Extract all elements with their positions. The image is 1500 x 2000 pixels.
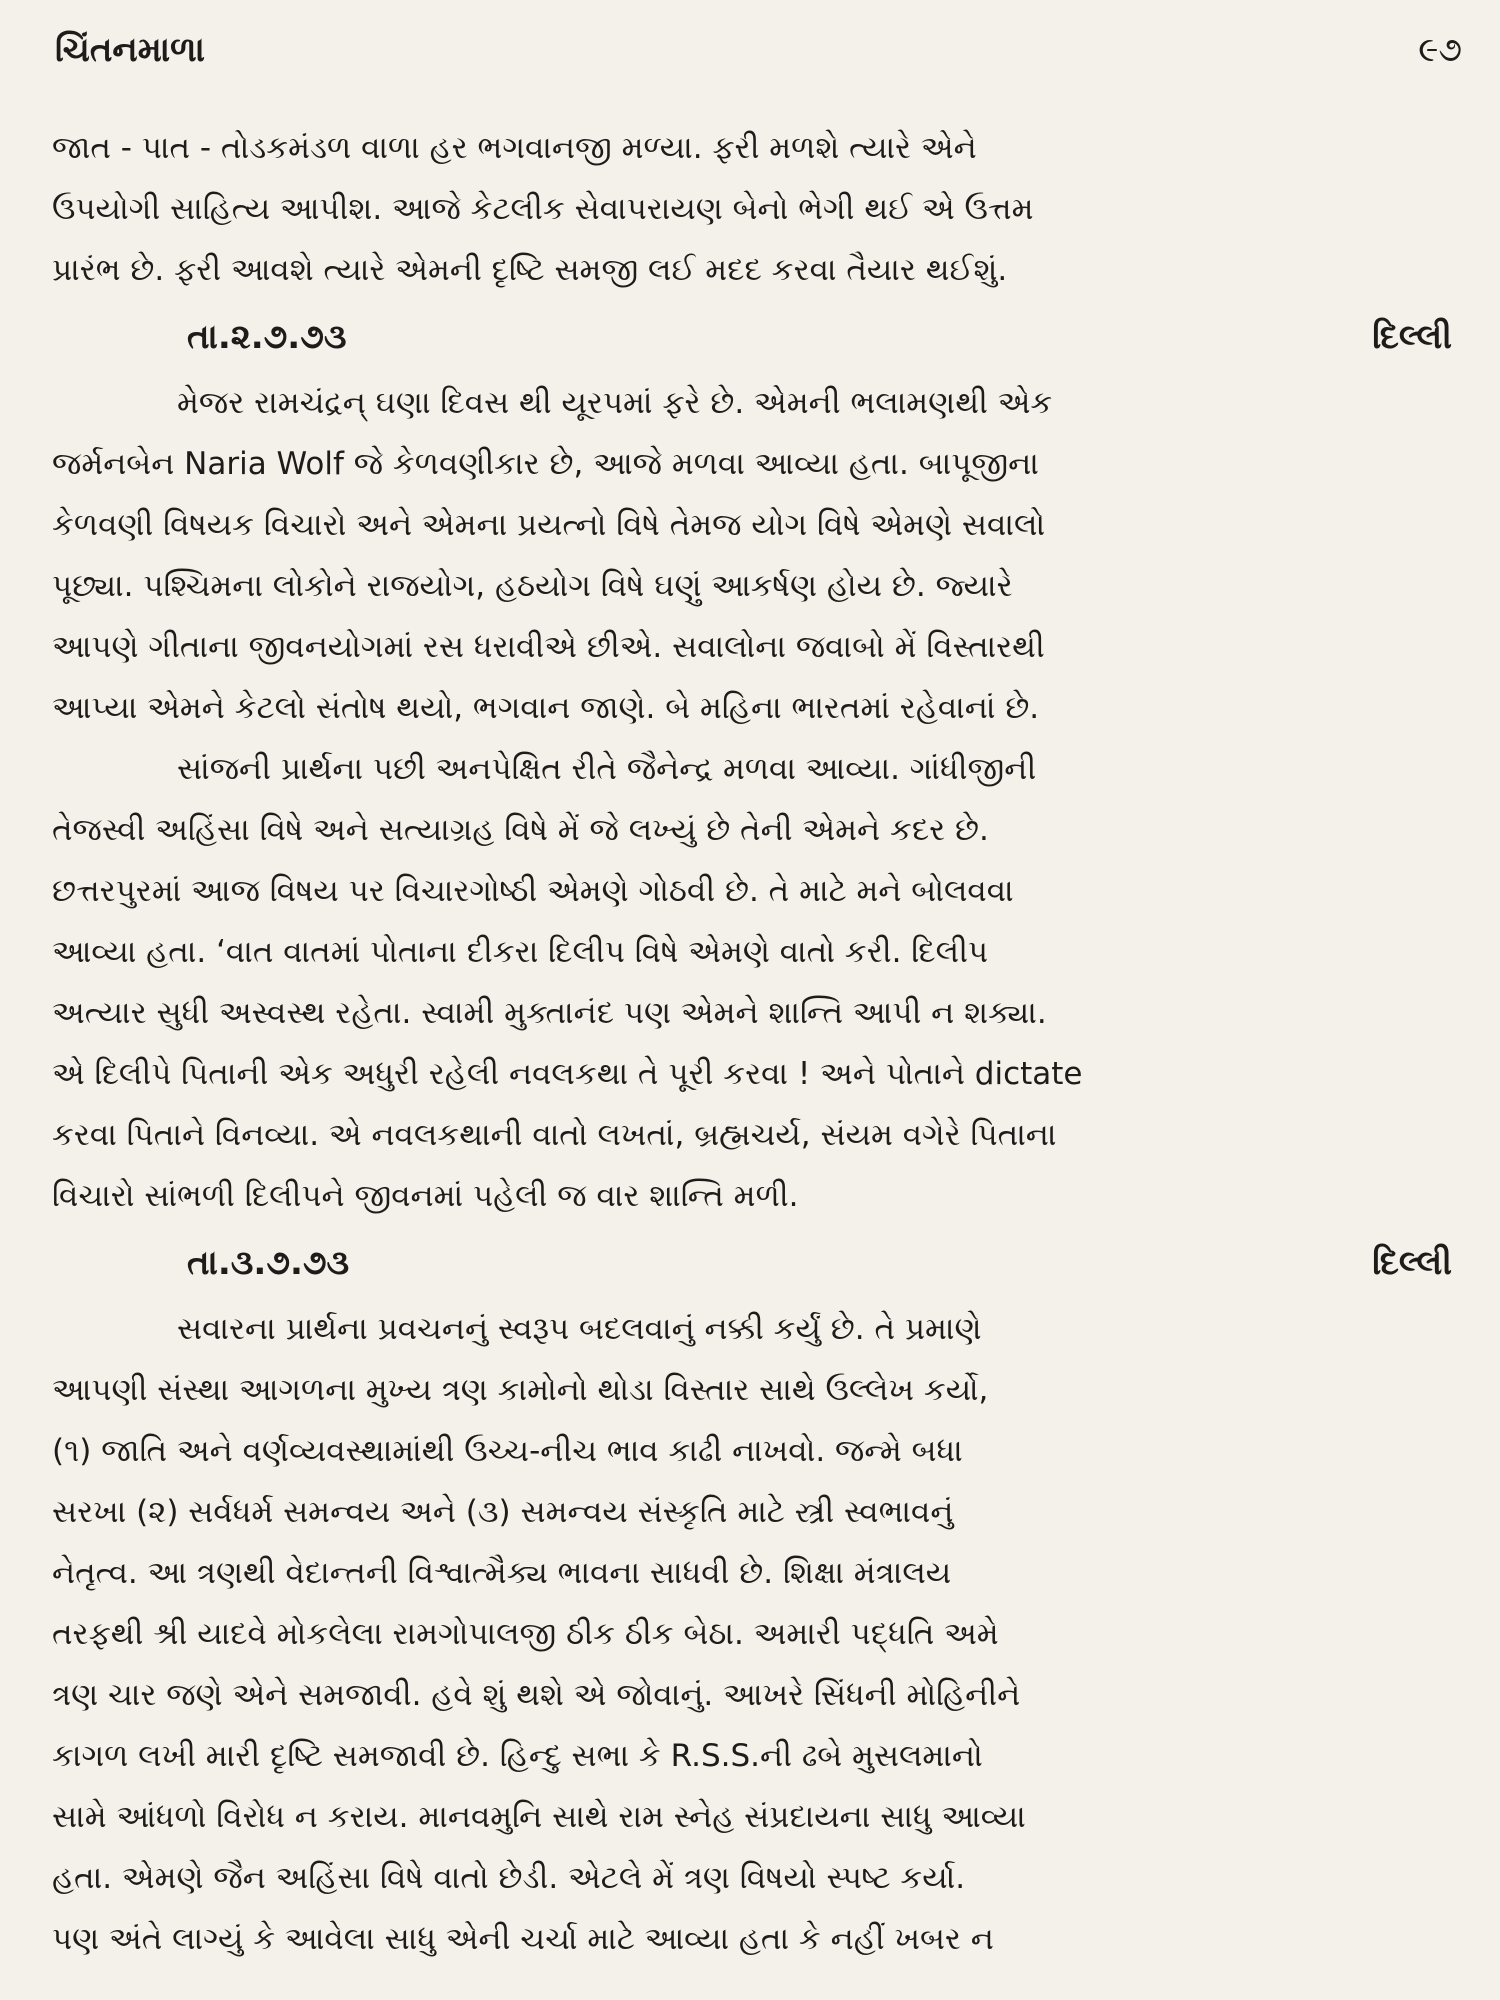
text-line: નેતૃત્વ. આ ત્રણથી વેદાન્તની વિશ્વાત્મૈક્ય ભાવના સાધવી છે. શિક્ષા મંત્રાલય [52, 1555, 952, 1591]
entry-paragraph [52, 1299, 1460, 1970]
text-line: પ્રારંભ છે. ફરી આવશે ત્યારે એમની દૃષ્ટિ સમજી લઈ મદદ કરવા તૈયાર થઈશું. [52, 252, 1008, 288]
page-body [52, 118, 1460, 1970]
text-line: આવ્યા હતા. ‘વાત વાતમાં પોતાના દીકરા દિલીપ વિષે એમણે વાતો કરી. દિલીપ [52, 934, 989, 970]
entry-paragraph [52, 739, 1460, 1227]
entry-paragraph [52, 373, 1460, 739]
text-line: ત્રણ ચાર જણે એને સમજાવી. હવે શું થશે એ જોવાનું. આખરે સિંધની મોહિનીને [52, 1677, 1021, 1713]
text-line: પણ અંતે લાગ્યું કે આવેલા સાધુ એની ચર્ચા માટે આવ્યા હતા કે નહીં ખબર ન [52, 1921, 994, 1957]
intro-paragraph [52, 118, 1460, 301]
text-line: કરવા પિતાને વિનવ્યા. એ નવલકથાની વાતો લખતાં, બ્રહ્મચર્ય, સંયમ વગેરે પિતાના [52, 1117, 1057, 1153]
text-line: તેજસ્વી અહિંસા વિષે અને સત્યાગ્રહ વિષે મેં જે લખ્યું છે તેની એમને કદર છે. [52, 812, 989, 848]
text-line: છત્તરપુરમાં આજ વિષય પર વિચારગોષ્ઠી એમણે ગોઠવી છે. તે માટે મને બોલવવા [52, 873, 1014, 909]
text-line: ઉપયોગી સાહિત્ય આપીશ. આજે કેટલીક સેવાપરાયણ બેનો ભેગી થઈ એ ઉત્તમ [52, 191, 1034, 227]
running-header-title: ચિંતનમાળા [55, 30, 205, 70]
entry-place: દિલ્લી [1372, 317, 1452, 357]
text-line: આપણી સંસ્થા આગળના મુખ્ય ત્રણ કામોનો થોડા વિસ્તાર સાથે ઉલ્લેખ કર્યો, [52, 1372, 989, 1408]
text-line: મેજર રામચંદ્રન્ ઘણા દિવસ થી યૂરપમાં ફરે છે. એમની ભલામણથી એક [177, 385, 1053, 421]
text-line: તરફથી શ્રી યાદવે મોકલેલા રામગોપાલજી ઠીક ઠીક બેઠા. અમારી પદ્ધતિ અમે [52, 1616, 999, 1652]
diary-entry-heading [52, 301, 1460, 373]
page-number: ૯૭ [1418, 30, 1462, 70]
text-line: જાત - પાત - તોડકમંડળ વાળા હર ભગવાનજી મળ્યા. ફરી મળશે ત્યારે એને [52, 130, 977, 166]
text-line: અત્યાર સુધી અસ્વસ્થ રહેતા. સ્વામી મુક્તાનંદ પણ એમને શાન્તિ આપી ન શક્યા. [52, 995, 1047, 1031]
text-line: જર્મનબેન Naria Wolf જે કેળવણીકાર છે, આજે મળવા આવ્યા હતા. બાપૂજીના [52, 446, 1039, 482]
text-line: સરખા (૨) સર્વધર્મ સમન્વય અને (૩) સમન્વય સંસ્કૃતિ માટે સ્ત્રી સ્વભાવનું [52, 1494, 954, 1530]
text-line: એ દિલીપે પિતાની એક અધુરી રહેલી નવલકથા તે પૂરી કરવા ! અને પોતાને dictate [52, 1056, 1083, 1092]
diary-entry-heading [52, 1227, 1460, 1299]
text-line: કાગળ લખી મારી દૃષ્ટિ સમજાવી છે. હિન્દુ સભા કે R.S.S.ની ઢબે મુસલમાનો [52, 1738, 983, 1774]
text-line: હતા. એમણે જૈન અહિંસા વિષે વાતો છેડી. એટલે મેં ત્રણ વિષયો સ્પષ્ટ કર્યા. [52, 1860, 966, 1896]
entry-date: તા.૩.૭.૭૩ [187, 1243, 350, 1283]
entry-place: દિલ્લી [1372, 1243, 1452, 1283]
text-line: સવારના પ્રાર્થના પ્રવચનનું સ્વરૂપ બદલવાનું નક્કી કર્યું છે. તે પ્રમાણે [177, 1311, 982, 1347]
text-line: પૂછ્યા. પશ્ચિમના લોકોને રાજયોગ, હઠયોગ વિષે ઘણું આકર્ષણ હોય છે. જ્યારે [52, 568, 1013, 604]
text-line: સાંજની પ્રાર્થના પછી અનપેક્ષિત રીતે જૈનેન્દ્ર મળવા આવ્યા. ગાંધીજીની [177, 751, 1037, 787]
text-line: આપ્યા એમને કેટલો સંતોષ થયો, ભગવાન જાણે. બે મહિના ભારતમાં રહેવાનાં છે. [52, 690, 1040, 726]
text-line: આપણે ગીતાના જીવનયોગમાં રસ ધરાવીએ છીએ. સવાલોના જવાબો મેં વિસ્તારથી [52, 629, 1045, 665]
entry-date: તા.૨.૭.૭૩ [187, 317, 347, 357]
text-line: (૧) જાતિ અને વર્ણવ્યવસ્થામાંથી ઉચ્ચ-નીચ ભાવ કાઢી નાખવો. જન્મે બધા [52, 1433, 963, 1469]
text-line: સામે આંધળો વિરોધ ન કરાય. માનવમુનિ સાથે રામ સ્નેહ સંપ્રદાયના સાધુ આવ્યા [52, 1799, 1026, 1835]
text-line: કેળવણી વિષયક વિચારો અને એમના પ્રયત્નો વિષે તેમજ યોગ વિષે એમણે સવાલો [52, 507, 1046, 543]
text-line: વિચારો સાંભળી દિલીપને જીવનમાં પહેલી જ વાર શાન્તિ મળી. [52, 1178, 799, 1214]
